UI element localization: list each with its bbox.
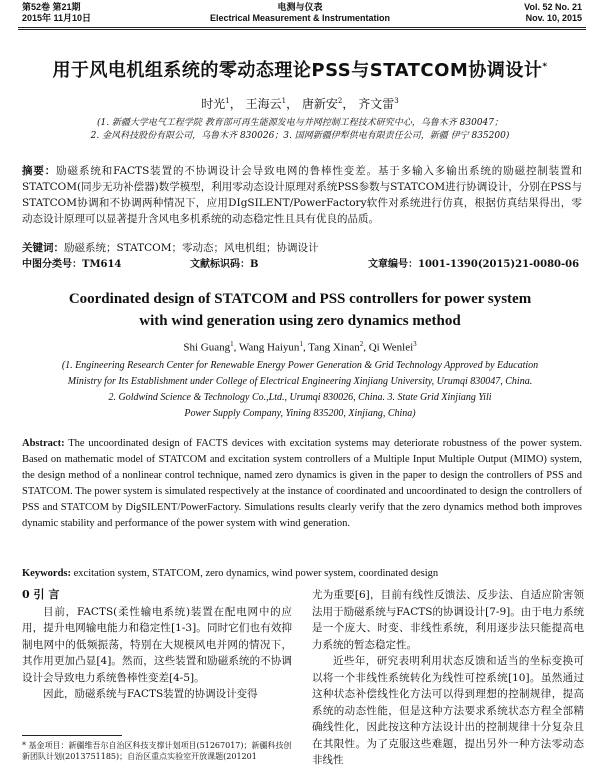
author-cn: 王海云 [245,97,282,111]
abstract-en-text: The uncoordinated design of FACTS devices with excitation systems may deteriorate robustness of the power system. Based on mathematic model of STATCOM and excitation system controllers of a Multiple Input Multiple Output (MIMO) system, the design method of a nonlinear control technique, named zero dynamics is given in the paper to design the controllers of PSS and STATCOM. The power system is simulated respectively at the instance of coordinated and uncoordinated to design the controllers of PSS and STATCOM by DigSILENT/PowerFactory. Simulations results clearly verify that the zero dynamics method both improves dynamic stability and performance of the power system with wind generation. [22,438,582,529]
author-sup: 1 [225,97,230,105]
title-cn-text: 用于风电机组系统的零动态理论PSS与STATCOM协调设计 [52,60,543,81]
author-cn: 唐新安 [301,97,338,111]
author-en: Wang Haiyun [238,341,300,354]
affiliation-en-line: (1. Engineering Research Center for Renewable Energy Power Generation & Grid Technology Approved by Education [61,360,539,371]
header-rule [18,27,586,28]
affiliation-en-line: Ministry for Its Establishment under College of Electrical Engineering Xinjiang University, Urumqi 830047, China. [67,376,533,387]
affiliation-en [30,358,570,422]
body-right-column [312,587,584,773]
abstract-cn-label: 摘要： [22,165,57,177]
abstract-cn-text: 励磁系统和FACTS装置的不协调设计会导致电网的鲁棒性变差。基于多输入多输出系统的励磁控制装置和STATCOM(同步无功补偿器)数学模型，利用零动态设计原理对系统PSS参数与STATCOM进行协调设计，分别在PSS与STATCOM协调和不协调两种情况下，应用DIgSILENT/PowerFactory软件对系统进行仿真，根据仿真结果得出，零动态设计原理可以显著提升含风电多机系统的动态稳定性且具有优良的品质。 [22,165,582,225]
doc-code-label: 文献标识码： [190,259,250,270]
body-left-column [22,587,292,733]
issue-date: 2015年 11月10日 [22,13,92,23]
affiliation-cn-line: (1. 新疆大学电气工程学院 教育部可再生能源发电与并网控制工程技术研究中心，乌鲁木齐 830047； [96,118,504,128]
author-en: Qi Wenlei [368,341,414,354]
article-no-value: 1001-1390(2015)21-0080-06 [418,259,580,270]
author-sup: 1 [299,340,303,348]
journal-name-en: Electrical Measurement & Instrumentation [209,13,391,23]
authors-en: Shi Guang$^1$, Wang Haiyun$^1$, Tang Xinan$^2$, Qi Wenlei$^3$ [183,340,417,354]
keywords-en-text: excitation system, STATCOM, zero dynamics, wind power system, coordinated design [73,568,439,579]
author-en: Shi Guang [183,341,231,354]
volume-issue: 第52卷 第21期 [22,2,81,12]
affiliation-en-line: Power Supply Company, Yining 835200, Xinjiang, China) [184,408,416,419]
author-sup: 2 [359,340,364,348]
author-cn: 齐文雷 [358,97,395,111]
footnote: * 基金项目：新疆维吾尔自治区科技支撑计划项目(51267017)；新疆科技创新团队计划(2013751185)；自治区重点实验室开放课题(201201 [22,741,292,761]
author-sup: 2 [337,97,343,105]
paper-title-en [0,288,600,332]
body-paragraph: 目前，FACTS(柔性输电系统)装置在配电网中的应用，提升电网输电能力和稳定性[1-3]。同时它们也有效抑制电网中的低频振荡，特别在大规模风电并网的情况下，其作用更加凸显[4]。然而，这些装置和励磁系统的不协调设计会导致电力系统鲁棒性变差[4-5]。 [22,605,292,684]
author-en: Tang Xinan [308,341,360,354]
affiliation-cn [30,117,570,143]
header-rule-2 [18,29,586,30]
article-number [368,255,579,270]
keywords-cn-text: 励磁系统；STATCOM；零动态；风电机组；协调设计 [64,242,319,254]
author-sup: 3 [394,97,399,105]
author-sup: 3 [413,340,417,348]
doc-code [190,255,258,270]
header-center [0,2,600,24]
clc-number [22,255,121,270]
title-en-line: Coordinated design of STATCOM and PSS controllers for power system [68,291,532,307]
clc-label: 中图分类号： [22,259,82,270]
author-sup: 1 [281,97,287,105]
authors-cn: 时光$^1$， 王海云$^1$， 唐新安$^2$， 齐文雷$^3$ [201,97,399,111]
header-right [524,2,582,24]
author-sup: 1 [230,340,234,348]
affiliation-en-line: 2. Goldwind Science & Technology Co.,Ltd., Urumqi 830026, China. 3. State Grid Xinjiang Yili [108,392,492,403]
paper-title-cn [0,56,600,82]
abstract-en-label: Abstract: [22,438,65,449]
clc-value: TM614 [82,259,122,270]
body-paragraph: 尤为重要[6]，目前有线性反馈法、反步法、自适应阶害领法用于励磁系统与FACTS的协调设计[7-9]。由于电力系统是一个庞大、时变、非线性系统，利用逐步法只能提高电力系统的暂态稳定性。 [312,589,584,651]
section-heading: 0 引 言 [22,588,60,601]
keywords-cn-label: 关键词： [22,242,64,254]
title-footnote-mark: * [542,62,548,72]
journal-name-cn: 电测与仪表 [277,2,323,12]
body-paragraph: 因此，励磁系统与FACTS装置的协调设计变得 [43,688,258,700]
footnote-rule [22,735,122,736]
author-cn: 时光 [201,97,226,111]
body-paragraph: 近些年，研究表明利用状态反馈和适当的坐标变换可以将一个非线性系统转化为线性可控系统[10]。虽然通过这种状态补偿线性化方法可以得到理想的控制规律，提高系统的动态性能，但是这种方法要求系统状态方程全部精确线性化，因此按这种方法设计出的控制规律十分复杂且在其限性。为了克服这些难题，提出另外一种方法零动态非线性 [312,655,584,766]
keywords-cn [22,240,582,256]
abstract-cn [22,163,582,243]
keywords-en [22,566,582,582]
affiliation-cn-line: 2. 金风科技股份有限公司，乌鲁木齐 830026；3. 国网新疆伊犁供电有限责任公司，新疆 伊宁 835200) [90,131,510,141]
keywords-en-label: Keywords: [22,568,71,579]
doc-code-value: B [250,259,259,270]
volume-issue-en: Vol. 52 No. 21 [524,2,582,12]
title-en-line: with wind generation using zero dynamics method [139,313,461,329]
issue-date-en: Nov. 10, 2015 [525,13,582,23]
abstract-en [22,436,582,564]
article-no-label: 文章编号： [368,259,418,270]
